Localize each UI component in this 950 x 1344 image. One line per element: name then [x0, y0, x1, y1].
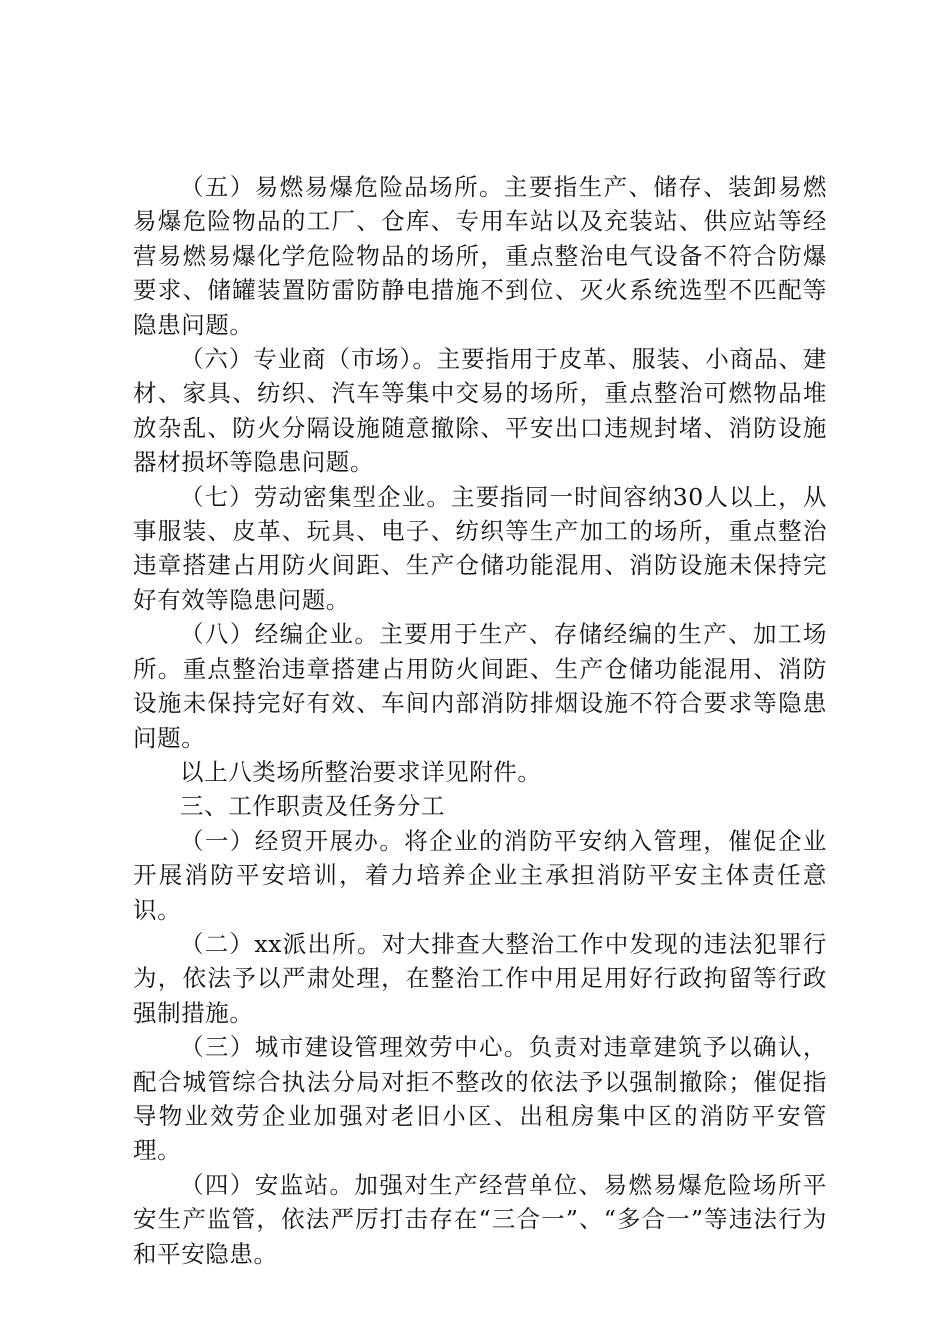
document-body: [133, 170, 827, 1271]
paragraph-section-5: （五）易燃易爆危险品场所。主要指生产、储存、装卸易燃易爆危险物品的工厂、仓库、专用车站以及充装站、供应站等经营易燃易爆化学危险物品的场所，重点整治电气设备不符合防爆要求、储罐装置防雷防静电措施不到位、灭火系统选型不匹配等隐患问题。: [133, 173, 827, 339]
paragraph-section-8: （八）经编企业。主要用于生产、存储经编的生产、加工场所。重点整治违章搭建占用防火间距、生产仓储功能混用、消防设施未保持完好有效、车间内部消防排烟设施不符合要求等隐患问题。: [133, 620, 827, 752]
paragraph-duty-4: （四）安监站。加强对生产经营单位、易燃易爆危险场所平安生产监管，依法严厉打击存在“三合一”、“多合一”等违法行为和平安隐患。: [133, 1170, 827, 1268]
paragraph-attachment-note: 以上八类场所整治要求详见附件。: [180, 757, 542, 786]
paragraph-duty-3: （三）城市建设管理效劳中心。负责对违章建筑予以确认，配合城管综合执法分局对拒不整改的依法予以强制撤除；催促指导物业效劳企业加强对老旧小区、出租房集中区的消防平安管理。: [133, 1033, 827, 1165]
paragraph-section-6: （六）专业商（市场）。主要指用于皮革、服装、小商品、建材、家具、纺织、汽车等集中交易的场所，重点整治可燃物品堆放杂乱、防火分隔设施随意撤除、平安出口违规封堵、消防设施器材损坏等隐患问题。: [133, 345, 827, 477]
paragraph-duty-1: （一）经贸开展办。将企业的消防平安纳入管理，催促企业开展消防平安培训，着力培养企业主承担消防平安主体责任意识。: [133, 826, 827, 924]
heading-section-3: 三、工作职责及任务分工: [180, 792, 446, 821]
paragraph-duty-2: （二）xx派出所。对大排查大整治工作中发现的违法犯罪行为，依法予以严肃处理，在整治工作中用足用好行政拘留等行政强制措施。: [133, 929, 827, 1027]
paragraph-section-7: （七）劳动密集型企业。主要指同一时间容纳30人以上，从事服装、皮革、玩具、电子、纺织等生产加工的场所，重点整治违章搭建占用防火间距、生产仓储功能混用、消防设施未保持完好有效等隐患问题。: [133, 482, 827, 614]
